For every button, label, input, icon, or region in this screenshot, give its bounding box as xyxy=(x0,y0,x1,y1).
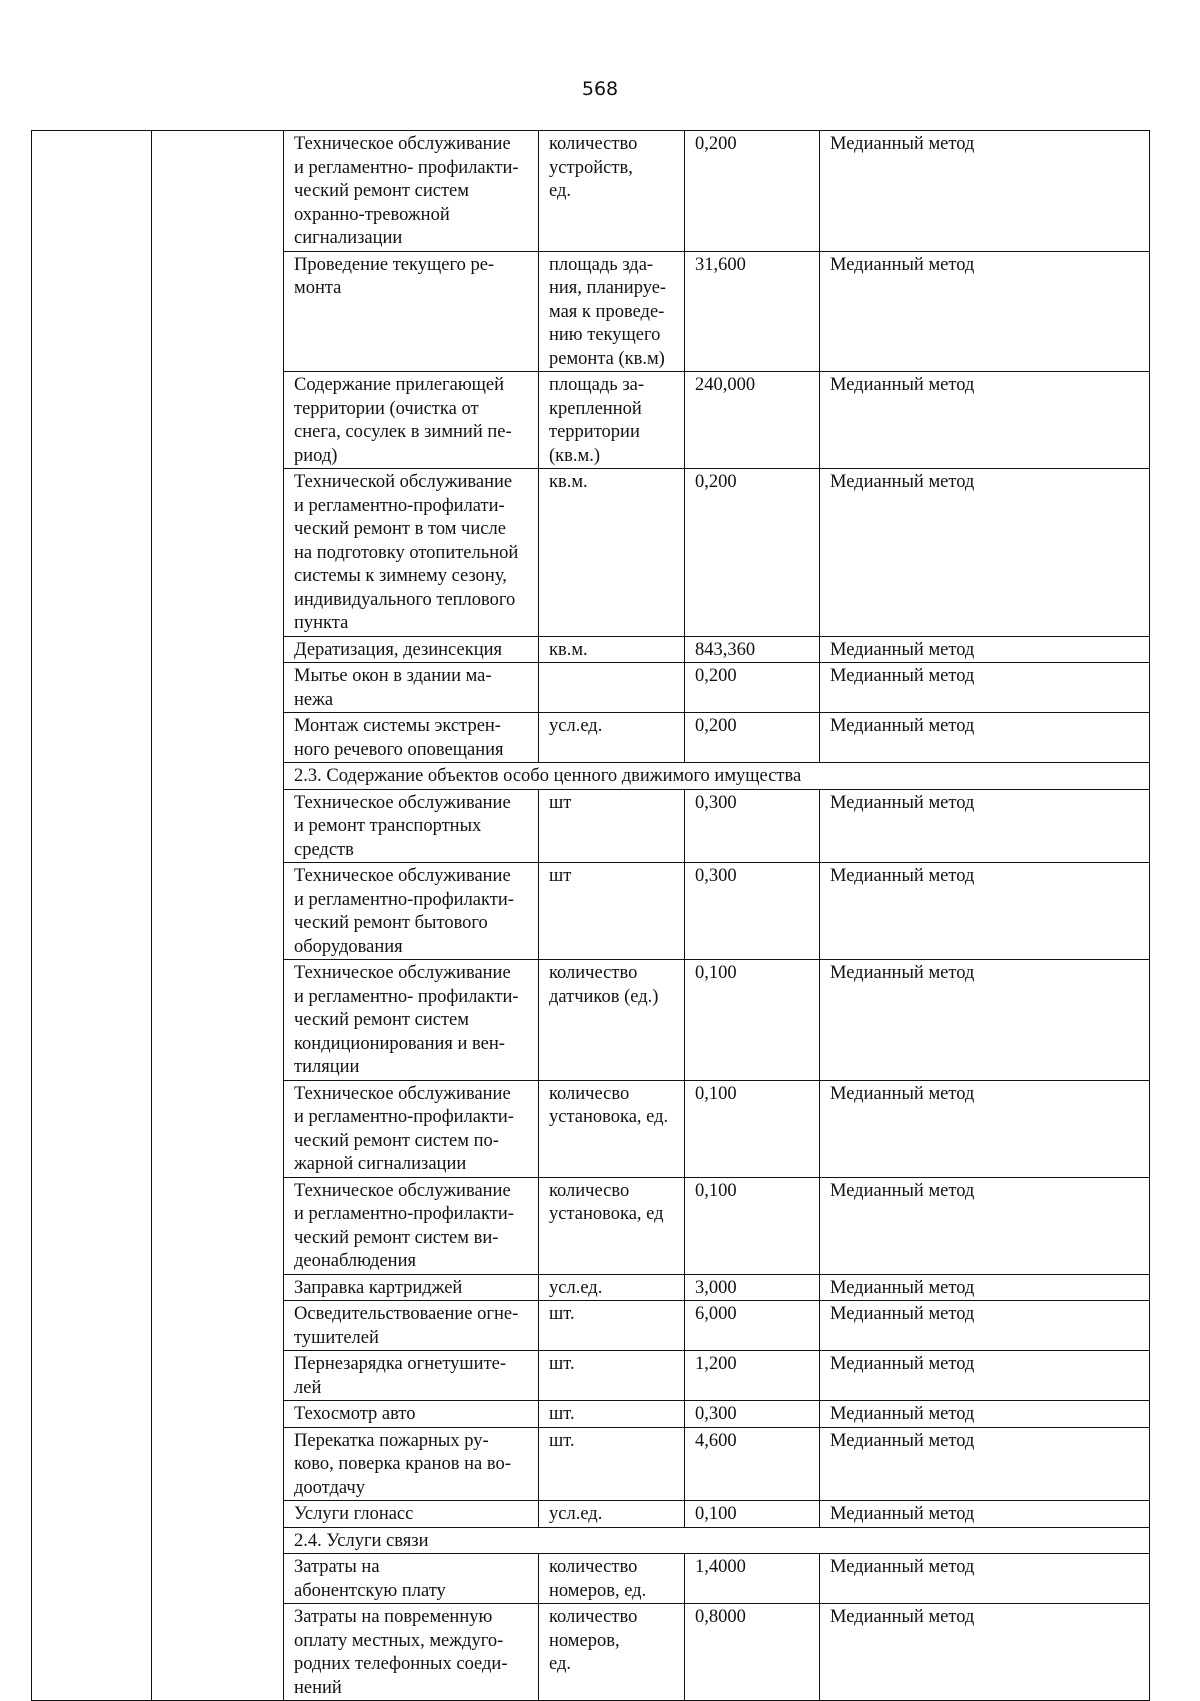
table-body xyxy=(32,131,1150,1701)
value-cell: 6,000 xyxy=(685,1301,820,1351)
method-cell: Медианный метод xyxy=(820,1080,1150,1177)
method-cell: Медианный метод xyxy=(820,663,1150,713)
item-name-cell: Заправка картриджей xyxy=(284,1274,539,1301)
value-cell: 240,000 xyxy=(685,372,820,469)
section-heading: 2.3. Содержание объектов особо ценного движимого имущества xyxy=(284,763,1150,790)
item-name-cell: Техническое обслуживание и ремонт транспортных средств xyxy=(284,789,539,863)
value-cell: 0,100 xyxy=(685,960,820,1081)
page-number: 568 xyxy=(581,78,619,100)
unit-cell: количество номеров, ед. xyxy=(539,1554,685,1604)
unit-cell: шт xyxy=(539,863,685,960)
method-cell: Медианный метод xyxy=(820,1501,1150,1528)
item-name-cell: Осведительствоваение огне- тушителей xyxy=(284,1301,539,1351)
method-cell: Медианный метод xyxy=(820,1177,1150,1274)
table-row xyxy=(32,131,1150,252)
value-cell: 0,100 xyxy=(685,1080,820,1177)
value-cell: 3,000 xyxy=(685,1274,820,1301)
method-cell: Медианный метод xyxy=(820,789,1150,863)
method-cell: Медианный метод xyxy=(820,1274,1150,1301)
unit-cell: количество устройств, ед. xyxy=(539,131,685,252)
item-name-cell: Техническое обслуживание и регламентно-профилакти- ческий ремонт бытового оборудования xyxy=(284,863,539,960)
method-cell: Медианный метод xyxy=(820,1301,1150,1351)
method-cell: Медианный метод xyxy=(820,863,1150,960)
value-cell: 843,360 xyxy=(685,636,820,663)
unit-cell: кв.м. xyxy=(539,469,685,637)
value-cell: 0,200 xyxy=(685,131,820,252)
unit-cell: количество номеров, ед. xyxy=(539,1604,685,1701)
item-name-cell: Услуги глонасс xyxy=(284,1501,539,1528)
value-cell: 0,200 xyxy=(685,713,820,763)
item-name-cell: Проведение текущего ре- монта xyxy=(284,251,539,372)
item-name-cell: Дератизация, дезинсекция xyxy=(284,636,539,663)
item-name-cell: Технической обслуживание и регламентно-профилати- ческий ремонт в том числе на подготовку отопительной системы к зимнему сезону, индивидуального теплового пункта xyxy=(284,469,539,637)
value-cell: 0,300 xyxy=(685,1401,820,1428)
method-cell: Медианный метод xyxy=(820,251,1150,372)
method-cell: Медианный метод xyxy=(820,1351,1150,1401)
value-cell: 0,300 xyxy=(685,863,820,960)
method-cell: Медианный метод xyxy=(820,713,1150,763)
item-name-cell: Затраты на повременную оплату местных, междуго- родних телефонных соеди- нений xyxy=(284,1604,539,1701)
method-cell: Медианный метод xyxy=(820,469,1150,637)
unit-cell xyxy=(539,663,685,713)
method-cell: Медианный метод xyxy=(820,131,1150,252)
value-cell: 0,100 xyxy=(685,1177,820,1274)
method-cell: Медианный метод xyxy=(820,960,1150,1081)
item-name-cell: Техническое обслуживание и регламентно- профилакти- ческий ремонт систем кондиционирования и вен- тиляции xyxy=(284,960,539,1081)
item-name-cell: Техническое обслуживание и регламентно-профилакти- ческий ремонт систем по- жарной сигнализации xyxy=(284,1080,539,1177)
method-cell: Медианный метод xyxy=(820,636,1150,663)
empty-cell-col2 xyxy=(152,131,284,1701)
item-name-cell: Техническое обслуживание и регламентно-профилакти- ческий ремонт систем ви- деонаблюдения xyxy=(284,1177,539,1274)
item-name-cell: Техническое обслуживание и регламентно- профилакти- ческий ремонт систем охранно-тревожной сигнализации xyxy=(284,131,539,252)
unit-cell: шт. xyxy=(539,1351,685,1401)
unit-cell: шт. xyxy=(539,1301,685,1351)
value-cell: 4,600 xyxy=(685,1427,820,1501)
method-cell: Медианный метод xyxy=(820,1401,1150,1428)
unit-cell: шт. xyxy=(539,1427,685,1501)
value-cell: 0,8000 xyxy=(685,1604,820,1701)
method-cell: Медианный метод xyxy=(820,372,1150,469)
item-name-cell: Монтаж системы экстрен- ного речевого оповещания xyxy=(284,713,539,763)
unit-cell: площадь зда- ния, планируе- мая к проведе- нию текущего ремонта (кв.м) xyxy=(539,251,685,372)
item-name-cell: Затраты на абонентскую плату xyxy=(284,1554,539,1604)
value-cell: 0,200 xyxy=(685,663,820,713)
empty-cell-col1 xyxy=(32,131,152,1701)
unit-cell: количество датчиков (ед.) xyxy=(539,960,685,1081)
value-cell: 0,300 xyxy=(685,789,820,863)
method-cell: Медианный метод xyxy=(820,1427,1150,1501)
unit-cell: шт. xyxy=(539,1401,685,1428)
item-name-cell: Пернезарядка огнетушите- лей xyxy=(284,1351,539,1401)
item-name-cell: Техосмотр авто xyxy=(284,1401,539,1428)
item-name-cell: Содержание прилегающей территории (очистка от снега, сосулек в зимний пе- риод) xyxy=(284,372,539,469)
item-name-cell: Мытье окон в здании ма- нежа xyxy=(284,663,539,713)
unit-cell: количесво установока, ед. xyxy=(539,1080,685,1177)
unit-cell: усл.ед. xyxy=(539,1501,685,1528)
unit-cell: площадь за- крепленной территории (кв.м.) xyxy=(539,372,685,469)
value-cell: 0,100 xyxy=(685,1501,820,1528)
unit-cell: усл.ед. xyxy=(539,1274,685,1301)
value-cell: 0,200 xyxy=(685,469,820,637)
value-cell: 1,200 xyxy=(685,1351,820,1401)
method-cell: Медианный метод xyxy=(820,1554,1150,1604)
unit-cell: кв.м. xyxy=(539,636,685,663)
unit-cell: усл.ед. xyxy=(539,713,685,763)
section-heading: 2.4. Услуги связи xyxy=(284,1527,1150,1554)
unit-cell: количесво установока, ед xyxy=(539,1177,685,1274)
unit-cell: шт xyxy=(539,789,685,863)
method-cell: Медианный метод xyxy=(820,1604,1150,1701)
cost-norms-table xyxy=(31,130,1150,1701)
value-cell: 1,4000 xyxy=(685,1554,820,1604)
value-cell: 31,600 xyxy=(685,251,820,372)
item-name-cell: Перекатка пожарных ру- ково, поверка кранов на во- доотдачу xyxy=(284,1427,539,1501)
